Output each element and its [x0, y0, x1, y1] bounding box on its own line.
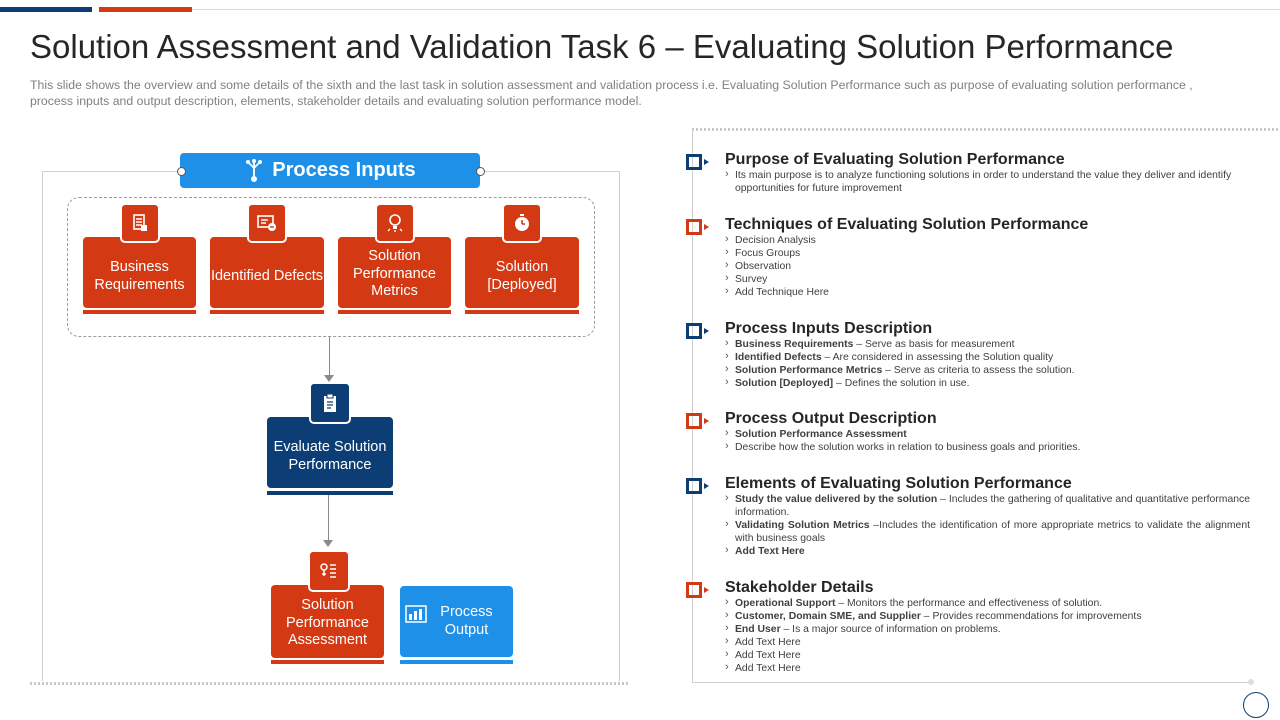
lightbulb-idea-icon — [375, 203, 415, 243]
corner-circle-icon — [1243, 692, 1269, 718]
panel-corner-dot — [1248, 679, 1254, 685]
input-card-business-requirements: Business Requirements — [83, 237, 196, 308]
square-arrow-icon — [686, 478, 702, 494]
section-title: Techniques of Evaluating Solution Performance — [725, 216, 1089, 233]
section-items — [725, 338, 1250, 390]
list-item — [725, 545, 1250, 558]
list-item-term: Identified Defects — [735, 352, 822, 363]
input-card-identified-defects: Identified Defects — [210, 237, 324, 308]
section-title: Purpose of Evaluating Solution Performance — [725, 151, 1065, 168]
list-item: › Validating Solution Metrics –Includes the identification of more appropriate metrics to validate the alignment with business goals — [725, 519, 1250, 545]
list-item: › Add Text Here — [725, 636, 1250, 649]
list-item: › Observation — [725, 260, 1250, 273]
list-item-term: Validating Solution Metrics — [735, 520, 870, 531]
input-underline — [210, 310, 324, 314]
document-list-icon — [120, 203, 160, 243]
list-item: › Customer, Domain SME, and Supplier – Provides recommendations for improvements — [725, 610, 1250, 623]
task-card-evaluate-solution-performance: Evaluate Solution Performance — [267, 417, 393, 488]
section-items — [725, 597, 1250, 675]
list-item: › Study the value delivered by the solution – Includes the gathering of qualitative and quantitative performance information. — [725, 493, 1250, 519]
square-arrow-icon — [686, 323, 702, 339]
section-items — [725, 234, 1250, 299]
stopwatch-icon — [502, 203, 542, 243]
checklist-icon — [308, 550, 350, 592]
square-arrow-icon — [686, 219, 702, 235]
list-item: › End User – Is a major source of information on problems. — [725, 623, 1250, 636]
connector-arrow — [323, 540, 333, 547]
list-item: › Solution [Deployed] – Defines the solution in use. — [725, 377, 1250, 390]
chart-icon — [405, 605, 427, 623]
list-item-term: Customer, Domain SME, and Supplier — [735, 611, 921, 622]
section-title: Stakeholder Details — [725, 579, 874, 596]
connector-line — [329, 336, 330, 376]
section-title: Elements of Evaluating Solution Performance — [725, 475, 1072, 492]
square-arrow-icon — [686, 413, 702, 429]
list-item: › Decision Analysis — [725, 234, 1250, 247]
list-item: › Business Requirements – Serve as basis for measurement — [725, 338, 1250, 351]
list-item: › Its main purpose is to analyze functioning solutions in order to understand the value they deliver and identify opportunities for future improvement — [725, 169, 1250, 195]
diagram-bottom-rule — [30, 682, 628, 685]
list-item: › Solution Performance Metrics – Serve as criteria to assess the solution. — [725, 364, 1250, 377]
top-rule — [192, 9, 1280, 10]
section-items — [725, 428, 1250, 454]
list-item: › Operational Support – Monitors the performance and effectiveness of solution. — [725, 597, 1250, 610]
square-arrow-icon — [686, 582, 702, 598]
clipboard-icon — [309, 382, 351, 424]
list-item-term: Solution Performance Assessment — [735, 429, 907, 440]
header-left-handle — [177, 167, 186, 176]
panel-bottom-rule — [692, 682, 1252, 683]
list-item — [725, 428, 1250, 441]
section-items — [725, 169, 1250, 195]
list-item-term: End User — [735, 624, 781, 635]
list-item: › Add Text Here — [725, 662, 1250, 675]
list-item-term: Solution Performance Metrics — [735, 365, 883, 376]
output-card-solution-performance-assessment: Solution Performance Assessment — [271, 585, 384, 658]
slide-title: Solution Assessment and Validation Task 6 – Evaluating Solution Performance — [30, 28, 1174, 65]
list-item-term: Business Requirements — [735, 339, 854, 350]
process-output-card: Process Output — [400, 586, 513, 657]
input-underline — [83, 310, 196, 314]
section-items — [725, 493, 1250, 558]
input-underline — [465, 310, 579, 314]
list-item-term: Solution [Deployed] — [735, 378, 834, 389]
defect-report-icon — [247, 203, 287, 243]
list-item: › Survey — [725, 273, 1250, 286]
slide-subtitle: This slide shows the overview and some details of the sixth and the last task in solution assessment and validation process i.e. Evaluating Solution Performance such as purpose of evaluating solution performance , process inputs and output description, elements, stakeholder details and evaluating solution performance model. — [30, 78, 1193, 108]
network-tree-icon — [244, 159, 264, 183]
output-underline — [271, 660, 384, 664]
square-arrow-icon — [686, 154, 702, 170]
top-accent-navy — [0, 7, 92, 12]
list-item: › Add Technique Here — [725, 286, 1250, 299]
input-underline — [338, 310, 451, 314]
list-item: › Add Text Here — [725, 649, 1250, 662]
connector-line — [328, 495, 329, 541]
process-inputs-header — [180, 153, 480, 188]
process-inputs-label: Process Inputs — [272, 159, 416, 181]
list-item-term: Operational Support — [735, 598, 836, 609]
list-item-term: Add Text Here — [735, 546, 805, 557]
connector-arrow — [324, 375, 334, 382]
list-item: › Describe how the solution works in relation to business goals and priorities. — [725, 441, 1250, 454]
input-card-solution-deployed: Solution [Deployed] — [465, 237, 579, 308]
header-right-handle — [476, 167, 485, 176]
section-title: Process Output Description — [725, 410, 937, 427]
top-accent-red — [99, 7, 192, 12]
process-output-underline — [400, 660, 513, 664]
list-item: › Identified Defects – Are considered in assessing the Solution quality — [725, 351, 1250, 364]
list-item: › Focus Groups — [725, 247, 1250, 260]
section-title: Process Inputs Description — [725, 320, 933, 337]
input-card-solution-performance-metrics: Solution Performance Metrics — [338, 237, 451, 308]
task-underline — [267, 491, 393, 495]
list-item-term: Study the value delivered by the solution — [735, 494, 938, 505]
